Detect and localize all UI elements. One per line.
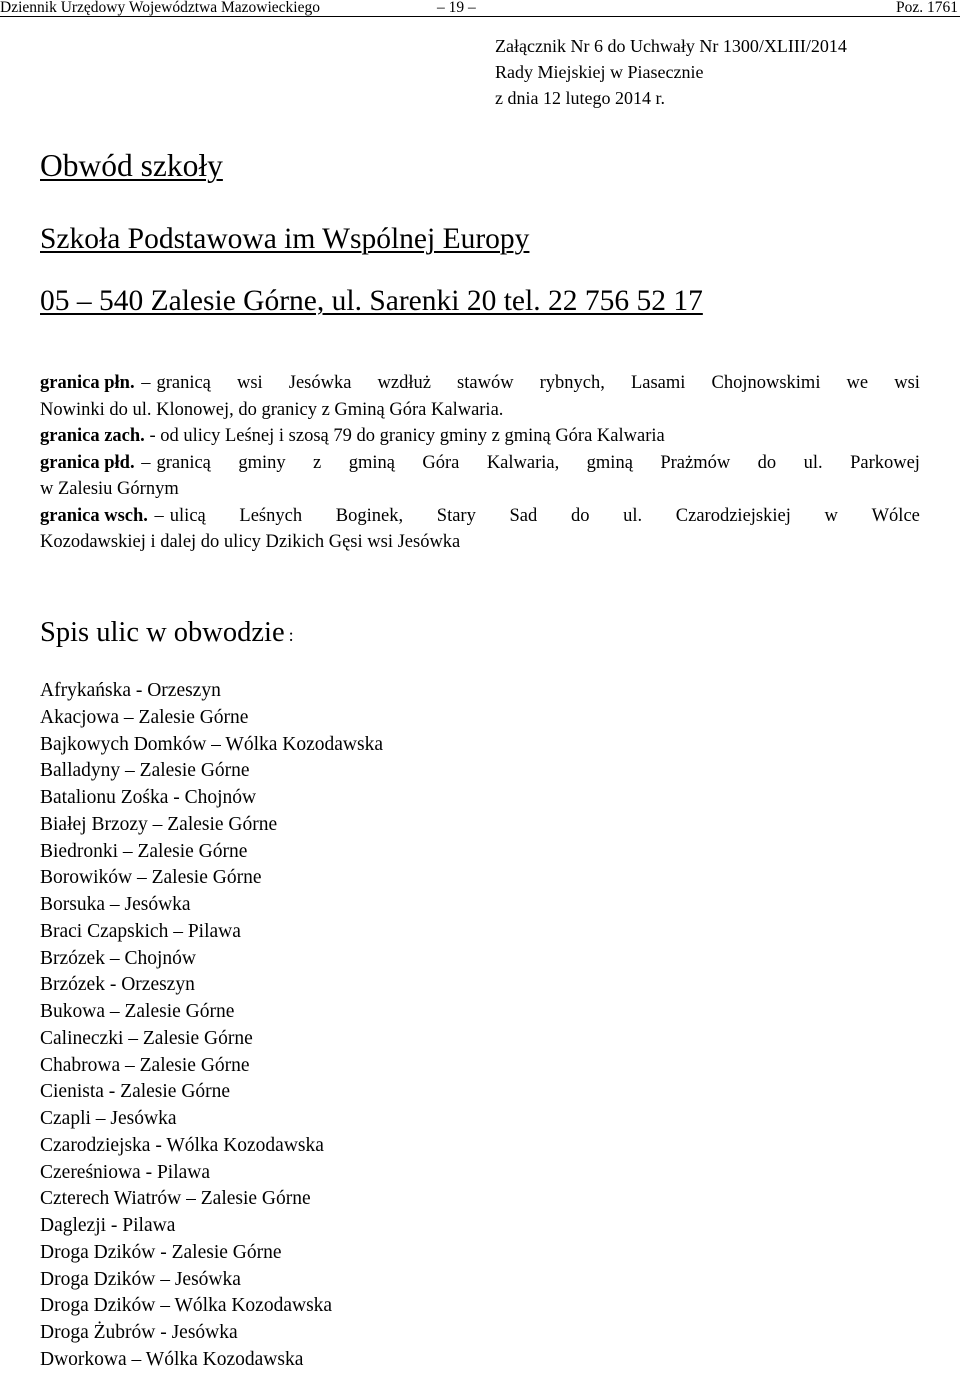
- boundary-word: Lasami: [630, 373, 686, 393]
- boundary-west-text: - od ulicy Leśnej i szosą 79 do granicy gminy z gminą Góra Kalwaria: [144, 426, 665, 446]
- boundary-word: w: [824, 505, 838, 526]
- boundary-east-head: [40, 503, 206, 530]
- boundary-word: Wólce: [871, 505, 920, 526]
- street-item: Balladyny – Zalesie Górne: [40, 760, 250, 782]
- boundary-word: ulicą: [169, 505, 206, 526]
- boundary-word: Góra: [422, 452, 460, 473]
- boundary-south-label: granica płd.: [40, 452, 135, 473]
- boundary-word: wzdłuż: [377, 373, 431, 393]
- street-item: Droga Dzików – Jesówka: [40, 1268, 241, 1290]
- boundary-word: Kalwaria,: [486, 452, 560, 473]
- street-item: Cienista - Zalesie Górne: [40, 1081, 231, 1103]
- boundary-north-label: granica płn.: [40, 373, 135, 393]
- boundary-north-dash: –: [141, 373, 151, 393]
- street-list: [40, 678, 383, 1374]
- boundary-west: [40, 423, 920, 450]
- page-header: [0, 0, 960, 17]
- boundary-word: gminy: [238, 452, 286, 473]
- boundary-word: ul.: [623, 505, 643, 526]
- boundary-word: wsi: [236, 373, 263, 393]
- street-item: Bajkowych Domków – Wólka Kozodawska: [40, 733, 383, 755]
- boundary-word: Leśnych: [239, 505, 303, 526]
- boundary-word: Boginek,: [335, 505, 404, 526]
- street-item: Borsuka – Jesówka: [40, 894, 191, 915]
- street-item: Droga Żubrów - Jesówka: [40, 1322, 238, 1343]
- boundary-word: do: [757, 452, 777, 473]
- street-item: Batalionu Zośka - Chojnów: [40, 787, 257, 808]
- boundary-word: Jesówka: [288, 373, 352, 393]
- street-item: Chabrowa – Zalesie Górne: [40, 1054, 250, 1076]
- boundary-south-line-1: [40, 450, 920, 477]
- attachment-line-2: Rady Miejskiej w Piasecznie: [495, 62, 704, 82]
- street-item: Droga Dzików - Zalesie Górne: [40, 1241, 282, 1263]
- boundaries-section: [40, 370, 920, 556]
- attachment-line-3: z dnia 12 lutego 2014 r.: [495, 88, 665, 108]
- boundary-word: Chojnowskimi: [711, 373, 821, 393]
- boundary-south-line-2: w Zalesiu Górnym: [40, 479, 179, 499]
- boundary-east-dash: –: [154, 505, 164, 526]
- school-name: Szkoła Podstawowa im Wspólnej Europy: [40, 223, 530, 255]
- street-item: Bukowa – Zalesie Górne: [40, 1001, 235, 1022]
- boundary-word: gminą: [586, 452, 633, 473]
- document-title: Obwód szkoły: [40, 148, 223, 183]
- boundary-east-label: granica wsch.: [40, 505, 148, 526]
- boundary-word: granicą: [156, 373, 211, 393]
- boundary-word: Parkowej: [850, 452, 920, 473]
- street-item: Calineczki – Zalesie Górne: [40, 1027, 253, 1049]
- street-item: Brzózek – Chojnów: [40, 947, 196, 969]
- street-item: Droga Dzików – Wólka Kozodawska: [40, 1295, 333, 1317]
- boundary-word: Stary: [436, 505, 476, 526]
- boundary-word: rybnych,: [539, 373, 605, 393]
- boundary-east-line-2: Kozodawskiej i dalej do ulicy Dzikich Gęsi wsi Jesówka: [40, 532, 461, 552]
- street-item: Dworkowa – Wólka Kozodawska: [40, 1348, 304, 1370]
- streets-heading-text: Spis ulic w obwodzie: [40, 617, 285, 648]
- position-number: Poz. 1761: [896, 0, 958, 16]
- street-item: Białej Brzozy – Zalesie Górne: [40, 813, 278, 835]
- street-item: Afrykańska - Orzeszyn: [40, 680, 221, 701]
- street-item: Borowików – Zalesie Górne: [40, 867, 262, 889]
- boundary-word: ul.: [803, 452, 823, 473]
- boundary-word: Czarodziejskiej: [675, 505, 791, 526]
- boundary-word: gminą: [348, 452, 395, 473]
- attachment-line-1: Załącznik Nr 6 do Uchwały Nr 1300/XLIII/2014: [495, 36, 847, 56]
- streets-heading-colon: :: [288, 625, 294, 645]
- street-item: Czereśniowa - Pilawa: [40, 1161, 211, 1183]
- boundary-north-line-2: Nowinki do ul. Klonowej, do granicy z Gminą Góra Kalwaria.: [40, 399, 504, 420]
- boundary-east-line-1: [40, 503, 920, 530]
- boundary-word: Sad: [509, 505, 538, 526]
- boundary-word: we: [846, 373, 869, 393]
- streets-heading: [40, 613, 294, 655]
- page-number: – 19 –: [437, 0, 476, 16]
- boundary-word: Prażmów: [660, 452, 731, 473]
- boundary-west-label: granica zach.: [40, 426, 145, 446]
- boundary-south-head: [40, 450, 211, 477]
- boundary-south-dash: –: [141, 452, 151, 473]
- attachment-note: [495, 33, 847, 111]
- street-item: Czapli – Jesówka: [40, 1108, 177, 1129]
- boundary-word: wsi: [894, 373, 920, 393]
- boundary-word: granicą: [156, 452, 211, 473]
- street-item: Braci Czapskich – Pilawa: [40, 920, 241, 942]
- street-item: Czterech Wiatrów – Zalesie Górne: [40, 1188, 311, 1210]
- street-item: Biedronki – Zalesie Górne: [40, 840, 248, 862]
- street-item: Brzózek - Orzeszyn: [40, 974, 195, 996]
- street-item: Czarodziejska - Wólka Kozodawska: [40, 1134, 324, 1156]
- boundary-word: stawów: [457, 373, 514, 393]
- school-address: 05 – 540 Zalesie Górne, ul. Sarenki 20 tel. 22 756 52 17: [40, 285, 703, 317]
- journal-name: Dziennik Urzędowy Województwa Mazowieckiego: [0, 0, 320, 16]
- boundary-north-line-1: [40, 370, 920, 397]
- street-item: Akacjowa – Zalesie Górne: [40, 706, 249, 728]
- boundary-word: do: [570, 505, 590, 526]
- boundary-word: z: [313, 452, 322, 473]
- boundary-north-head: [40, 370, 211, 397]
- street-item: Daglezji - Pilawa: [40, 1215, 176, 1236]
